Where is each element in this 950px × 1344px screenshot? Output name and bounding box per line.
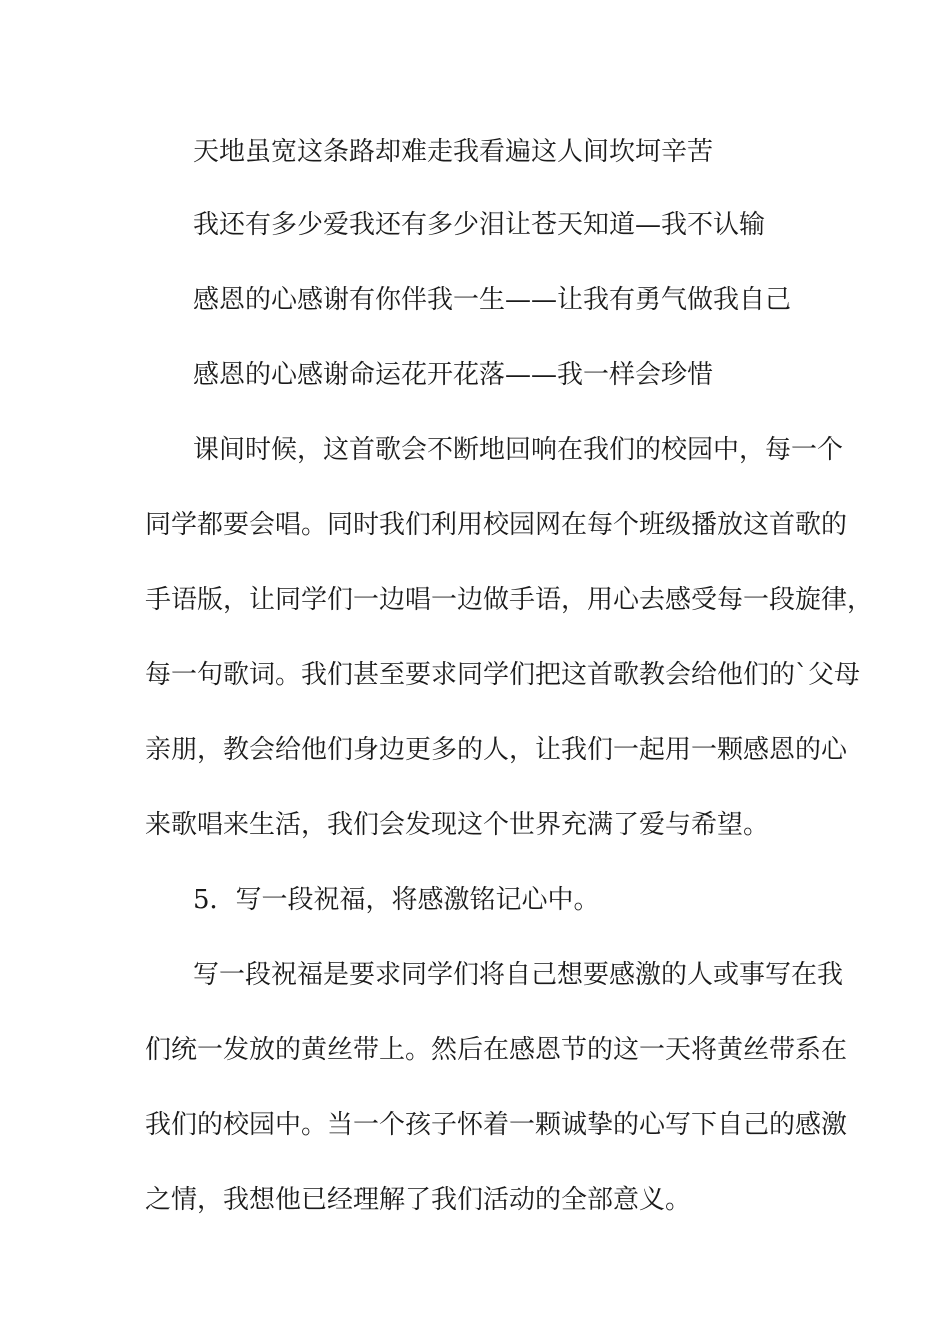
paragraph1-line-4: 每一句歌词。我们甚至要求同学们把这首歌教会给他们的`父母 [145, 660, 861, 690]
paragraph1-line-2: 同学都要会唱。同时我们利用校园网在每个班级播放这首歌的 [145, 510, 848, 540]
paragraph2-line-1: 写一段祝福是要求同学们将自己想要感激的人或事写在我 [193, 960, 844, 990]
paragraph2-line-4: 之情，我想他已经理解了我们活动的全部意义。 [145, 1185, 692, 1215]
paragraph2-line-2: 们统一发放的黄丝带上。然后在感恩节的这一天将黄丝带系在 [145, 1035, 848, 1065]
paragraph1-line-1: 课间时候，这首歌会不断地回响在我们的校园中，每一个 [193, 435, 844, 465]
lyric-line-4: 感恩的心感谢命运花开花落——我一样会珍惜 [193, 360, 714, 390]
paragraph1-line-5: 亲朋，教会给他们身边更多的人，让我们一起用一颗感恩的心 [145, 735, 848, 765]
paragraph1-line-3: 手语版，让同学们一边唱一边做手语，用心去感受每一段旋律， [145, 585, 874, 615]
lyric-line-3: 感恩的心感谢有你伴我一生——让我有勇气做我自己 [193, 285, 792, 315]
lyric-line-1: 天地虽宽这条路却难走我看遍这人间坎坷辛苦 [193, 137, 714, 167]
paragraph2-line-3: 我们的校园中。当一个孩子怀着一颗诚挚的心写下自己的感激 [145, 1110, 848, 1140]
lyric-line-2: 我还有多少爱我还有多少泪让苍天知道—我不认输 [193, 210, 766, 240]
section-heading-5: 5．写一段祝福，将感激铭记心中。 [193, 885, 600, 915]
paragraph1-line-6: 来歌唱来生活，我们会发现这个世界充满了爱与希望。 [145, 810, 770, 840]
